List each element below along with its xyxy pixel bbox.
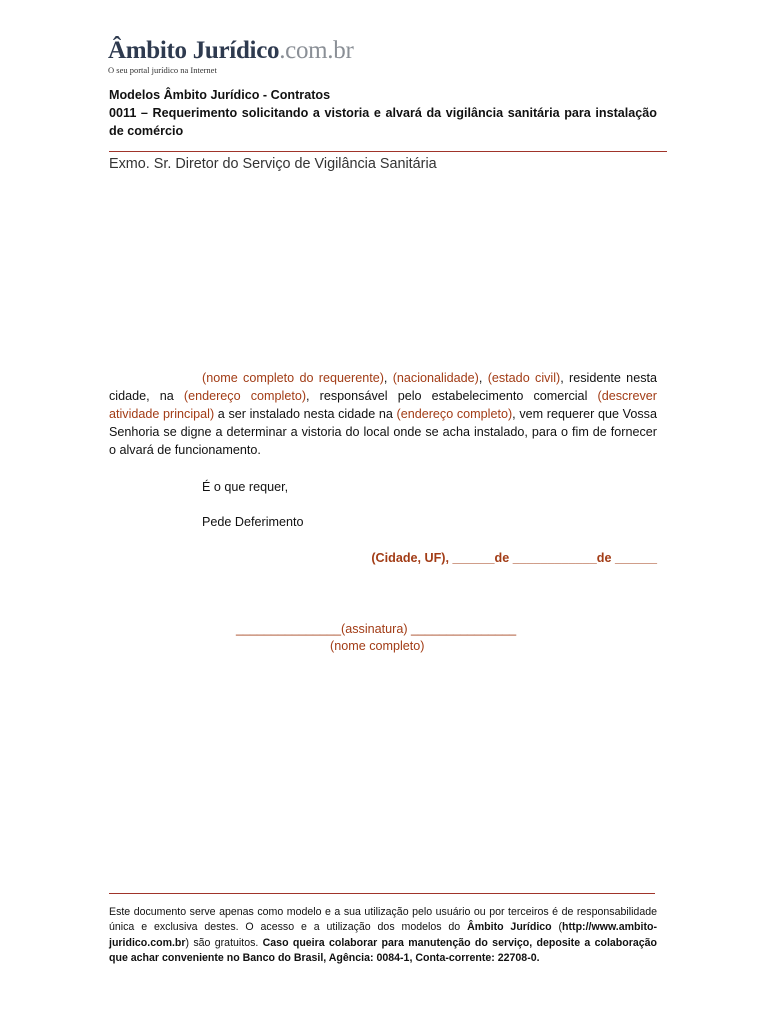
site-logo: [108, 38, 368, 76]
placeholder-activity: (descrever atividade principal): [109, 389, 657, 421]
document-series: Modelos Âmbito Jurídico - Contratos: [109, 88, 331, 102]
separator: ,: [383, 371, 393, 385]
body-text: a ser instalado nesta cidade na: [214, 407, 397, 421]
footer-divider: [109, 893, 655, 894]
logo-domain: .com.br: [279, 37, 354, 64]
footer-url-link[interactable]: http://www.ambito-juridico.com.br: [109, 921, 657, 949]
placeholder-nationality: (nacionalidade): [392, 371, 479, 385]
body-text: , residente nesta cidade, na: [109, 371, 657, 403]
separator: ,: [478, 371, 488, 385]
document-title: 0011 – Requerimento solicitando a vistoria e alvará da vigilância sanitária para instalação de comércio: [109, 106, 657, 138]
closing-deferment: Pede Deferimento: [202, 515, 304, 529]
addressee: Exmo. Sr. Diretor do Serviço de Vigilância Sanitária: [109, 156, 437, 172]
closing-request: É o que requer,: [202, 480, 289, 494]
footer-brand: Âmbito Jurídico: [467, 921, 552, 934]
footer-text: Este documento serve apenas como modelo e a sua utilização pelo usuário ou por terceiros é de responsabilidade única e exclusiva destes. O acesso e a utilização dos modelos do: [109, 906, 657, 934]
logo-name: Âmbito Jurídico: [108, 37, 280, 64]
footer-donation-note: Caso queira colaborar para manutenção do serviço, deposite a colaboração que achar conveniente no Banco do Brasil, Agência: 0084-1, Conta-corrente: 22708-0.: [109, 936, 657, 965]
body-text: , responsável pelo estabelecimento comercial: [306, 389, 598, 403]
body-text: , vem requerer que Vossa Senhoria se digne a determinar a vistoria do local onde se acha instalado, para o fim de fornecer o alvará de funcionamento.: [109, 407, 657, 457]
header-divider: [109, 151, 667, 152]
placeholder-address: (endereço completo): [183, 389, 307, 403]
footer-text: (: [551, 921, 563, 934]
footer-text: ) são gratuitos.: [185, 936, 263, 949]
signature-line: _______________(assinatura) _______________: [236, 622, 517, 636]
placeholder-requester-name: (nome completo do requerente): [202, 371, 384, 385]
placeholder-address: (endereço completo): [396, 407, 513, 421]
logo-tagline: O seu portal jurídico na Internet: [108, 65, 217, 75]
request-body: [109, 369, 657, 459]
footer-disclaimer: [109, 905, 657, 967]
logo-wordmark: [108, 38, 368, 64]
placeholder-civil-status: (estado civil): [487, 371, 561, 385]
signature-name: (nome completo): [330, 639, 425, 653]
date-line: (Cidade, UF), ______de ____________de ______: [371, 551, 657, 565]
